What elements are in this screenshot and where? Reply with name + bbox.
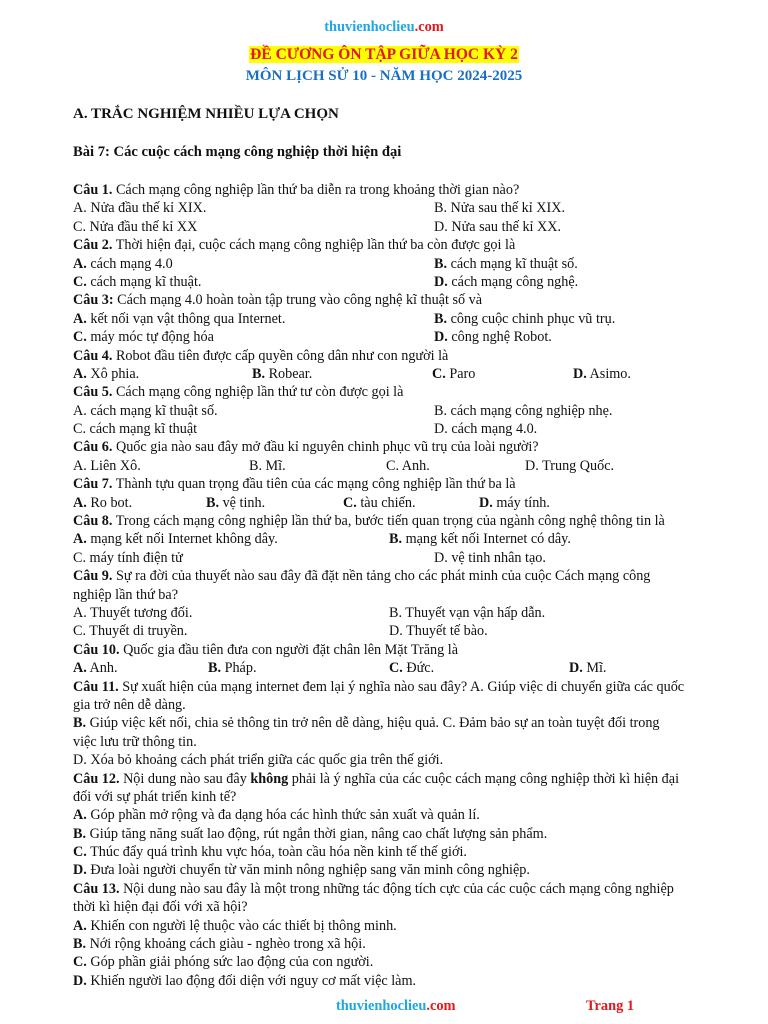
answer-row: D. Đưa loài người chuyển từ văn minh nông nghiệp sang văn minh công nghiệp. — [73, 862, 530, 879]
answer-row: A. cách mạng 4.0 B. cách mạng kĩ thuật số. — [73, 255, 578, 272]
question-4: Câu 4. Robot đầu tiên được cấp quyền công dân như con người là — [73, 347, 449, 364]
answer-row: A. Nửa đầu thế kỉ XIX. B. Nửa sau thế kỉ XIX. — [73, 200, 566, 217]
footer-site: thuvienhoclieu.com — [336, 998, 456, 1014]
question-9: Câu 9. Sự ra đời của thuyết nào sau đây đã đặt nền tảng cho các phát minh của cuộc Cách mạng công — [73, 568, 651, 585]
answer-row: B. Nới rộng khoảng cách giàu - nghèo trong xã hội. — [73, 936, 366, 953]
answer-row: A. Thuyết tương đối. B. Thuyết vạn vận hấp dẫn. — [73, 604, 546, 621]
site-name: thuvienhoclieu — [324, 19, 415, 35]
question-11-cont: gia trở nên dễ dàng. — [73, 696, 186, 713]
question-13: Câu 13. Nội dung nào sau đây là một trong những tác động tích cực của các cuộc cách mạng công nghiệp — [73, 880, 674, 897]
question-8: Câu 8. Trong cách mạng công nghiệp lần thứ ba, bước tiến quan trọng của ngành công nghệ thông tin là — [73, 513, 665, 530]
site-domain: .com — [414, 19, 444, 35]
answer-row: C. Nửa đầu thế kỉ XX D. Nửa sau thế kỉ XX. — [73, 218, 562, 235]
answer-row: D. Khiến người lao động đối diện với nguy cơ mất việc làm. — [73, 972, 417, 989]
answer-row: C. Thuyết di truyền. D. Thuyết tế bào. — [73, 623, 488, 640]
page-number: Trang 1 — [586, 998, 635, 1014]
answer-row: C. máy tính điện tử D. vệ tinh nhân tạo. — [73, 549, 546, 566]
document-title: ĐỀ CƯƠNG ÔN TẬP GIỮA HỌC KỲ 2 — [250, 46, 518, 63]
question-12-cont: đối với sự phát triển kinh tế? — [73, 788, 237, 805]
question-5: Câu 5. Cách mạng công nghiệp lần thứ tư còn được gọi là — [73, 384, 404, 401]
answer-row: A. Khiến con người lệ thuộc vào các thiết bị thông minh. — [73, 917, 397, 934]
answer-row: C. cách mạng kĩ thuật. D. cách mạng công nghệ. — [73, 273, 579, 290]
answer-row: C. Thúc đẩy quá trình khu vực hóa, toàn cầu hóa nền kinh tế thế giới. — [73, 844, 467, 861]
answer-row: A. kết nối vạn vật thông qua Internet. B. công cuộc chinh phục vũ trụ. — [73, 310, 616, 327]
answer-row: A. Anh. B. Pháp. C. Đức. D. Mĩ. — [73, 660, 607, 677]
question-9-cont: nghiệp lần thứ ba? — [73, 586, 178, 603]
site-header — [0, 18, 768, 36]
answer-row: C. máy móc tự động hóa D. công nghệ Robot. — [73, 329, 552, 346]
answer-row: B. Giúp tăng năng suất lao động, rút ngắn thời gian, nâng cao chất lượng sản phẩm. — [73, 825, 548, 842]
answer-row: A. Liên Xô. B. Mĩ. C. Anh. D. Trung Quốc. — [73, 457, 615, 474]
answer-row: B. Giúp việc kết nối, chia sẻ thông tin trở nên dễ dàng, hiệu quả. C. Đảm bảo sự an toàn tuyệt đối trong — [73, 715, 660, 732]
question-6: Câu 6. Quốc gia nào sau đây mở đầu kỉ nguyên chinh phục vũ trụ của loài người? — [73, 439, 539, 456]
question-12: Câu 12. Nội dung nào sau đây không phải là ý nghĩa của các cuộc cách mạng công nghiệp thời kì hiện đại — [73, 770, 680, 787]
answer-row: A. Góp phần mở rộng và đa dạng hóa các hình thức sản xuất và quản lí. — [73, 807, 480, 824]
document-subtitle: MÔN LỊCH SỬ 10 - NĂM HỌC 2024-2025 — [245, 68, 523, 84]
answer-row: A. Xô phia. B. Robear. C. Paro D. Asimo. — [73, 365, 631, 382]
answer-row-cont: việc lưu trữ thông tin. — [73, 733, 197, 750]
question-10: Câu 10. Quốc gia đầu tiên đưa con người đặt chân lên Mặt Trăng là — [73, 641, 458, 658]
question-list — [73, 181, 728, 990]
question-1: Câu 1. Cách mạng công nghiệp lần thứ ba diễn ra trong khoảng thời gian nào? — [73, 182, 520, 198]
answer-row: A. Ro bot. B. vệ tinh. C. tàu chiến. D. máy tính. — [73, 494, 550, 511]
answer-row: D. Xóa bỏ khoảng cách phát triển giữa các quốc gia trên thế giới. — [73, 752, 444, 769]
answer-row: A. mạng kết nối Internet không dây. B. mạng kết nối Internet có dây. — [73, 531, 571, 548]
lesson-heading: Bài 7: Các cuộc cách mạng công nghiệp thời hiện đại — [73, 144, 402, 160]
answer-row: C. cách mạng kĩ thuật D. cách mạng 4.0. — [73, 421, 538, 438]
question-3: Câu 3: Cách mạng 4.0 hoàn toàn tập trung vào công nghệ kĩ thuật số và — [73, 292, 483, 309]
question-11: Câu 11. Sự xuất hiện của mạng internet đem lại ý nghĩa nào sau đây? A. Giúp việc di chuyển giữa các quốc — [73, 678, 685, 695]
answer-row: C. Góp phần giải phóng sức lao động của con người. — [73, 954, 374, 971]
section-heading: A. TRẮC NGHIỆM NHIỀU LỰA CHỌN — [73, 106, 339, 122]
question-13-cont: thời kì hiện đại đối với xã hội? — [73, 899, 248, 916]
question-2: Câu 2. Thời hiện đại, cuộc cách mạng công nghiệp lần thứ ba còn được gọi là — [73, 237, 516, 254]
question-7: Câu 7. Thành tựu quan trọng đầu tiên của các mạng công nghiệp lần thứ ba là — [73, 476, 516, 493]
answer-row: A. cách mạng kĩ thuật số. B. cách mạng công nghiệp nhẹ. — [73, 402, 613, 419]
